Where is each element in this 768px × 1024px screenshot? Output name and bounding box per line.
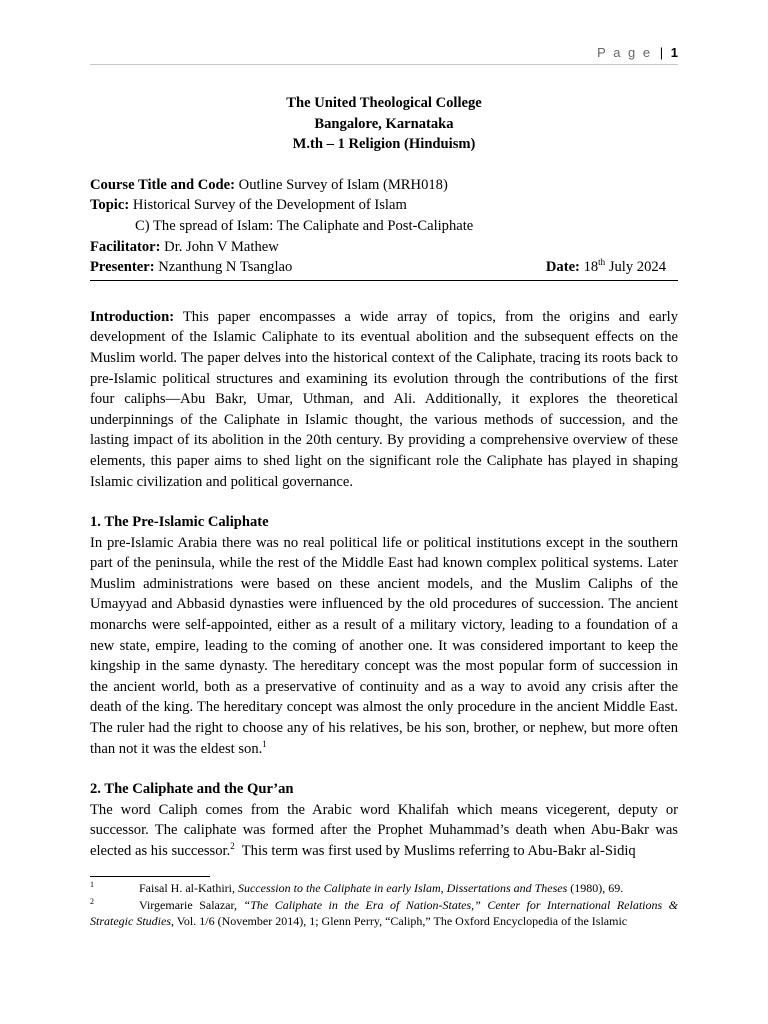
- section-2-paragraph: [90, 800, 678, 862]
- section-1-paragraph: [90, 533, 678, 760]
- facilitator-row: [90, 237, 678, 258]
- page-header: [597, 45, 678, 60]
- spacer: [90, 281, 678, 307]
- footnote-2-title: “The Caliphate in the Era of Nation-States,” Center for International Relations & Strategic Studies: [90, 897, 678, 928]
- document-body: [90, 93, 678, 862]
- footnote-2-mark: 2: [90, 896, 94, 906]
- page-number: 1: [670, 45, 678, 60]
- footnote-ref-1[interactable]: 1: [262, 738, 267, 749]
- footnote-ref-2[interactable]: 2: [230, 841, 235, 852]
- course-label: Course Title and Code:: [90, 176, 236, 193]
- footnote-1: [90, 880, 678, 897]
- date-label: Date:: [545, 259, 580, 276]
- footnote-2-author: Virgemarie Salazar,: [139, 897, 244, 912]
- college-name: The United Theological College: [286, 95, 482, 111]
- section-heading-1: 1. The Pre-Islamic Caliphate: [90, 514, 269, 531]
- introduction-paragraph: [90, 307, 678, 492]
- footnote-1-title: Succession to the Caliphate in early Islam, Dissertations and Theses: [237, 881, 568, 895]
- topic-row: [90, 195, 678, 216]
- presenter-label: Presenter:: [90, 259, 155, 276]
- section-2-text-b: This term was first used by Muslims referring to Abu-Bakr al-Sidiq: [234, 843, 636, 859]
- footnote-2: [90, 897, 678, 930]
- header-rule: [90, 64, 678, 65]
- topic-subtitle: C) The spread of Islam: The Caliphate and Post-Caliphate: [135, 217, 474, 234]
- course-value: Outline Survey of Islam (MRH018): [235, 176, 448, 193]
- footnote-separator: [90, 876, 210, 877]
- intro-text: This paper encompasses a wide array of topics, from the origins and early development of the Islamic Caliphate to its eventual abolition and the subsequent effects on the Muslim world. The paper delves into the historical context of the Caliphate, tracing its roots back to pre-Islamic political structures and examining its evolution through the contributions of the first four caliphs—Abu Bakr, Umar, Uthman, and Ali. Additionally, it explores the theoretical underpinnings of the Caliphate in Islamic thought, the various methods of succession, and the lasting impact of its abolition in the 20th century. By providing a comprehensive overview of these elements, this paper aims to shed light on the significant role the Caliphate has played in shaping Islamic civilization and political governance.: [90, 308, 678, 490]
- footnote-1-author: Faisal H. al-Kathiri,: [139, 881, 238, 895]
- date: [546, 257, 666, 278]
- footnotes: [90, 880, 678, 930]
- course-row: [90, 175, 678, 196]
- date-day: 18: [579, 259, 599, 276]
- date-suffix: th: [598, 257, 606, 268]
- footnote-1-details: (1980), 69.: [567, 881, 624, 895]
- topic-value: Historical Survey of the Development of Islam: [129, 197, 407, 214]
- program-name: M.th – 1 Religion (Hinduism): [292, 136, 476, 153]
- college-location: Bangalore, Karnataka: [314, 115, 454, 132]
- spacer: [90, 155, 678, 175]
- page-separator: |: [659, 45, 664, 60]
- facilitator-value: Dr. John V Mathew: [160, 238, 279, 255]
- topic-label: Topic:: [90, 197, 130, 214]
- date-rest: July 2024: [605, 259, 666, 276]
- presenter-value: Nzanthung N Tsanglao: [154, 259, 293, 276]
- footnote-1-mark: 1: [90, 880, 94, 889]
- facilitator-label: Facilitator:: [90, 238, 161, 255]
- spacer: [90, 759, 678, 779]
- section-2-text-a: The word Caliph comes from the Arabic word Khalifah which means vicegerent, deputy or successor. The caliphate was formed after the Prophet Muhammad’s death when Abu-Bakr was elected as his successor.: [90, 801, 678, 859]
- intro-label: Introduction:: [90, 308, 175, 325]
- section-1-text: In pre-Islamic Arabia there was no real political life or political institutions except in the southern part of the peninsula, while the rest of the Middle East had known complex political systems. Later Muslim administrations were based on these ancient models, and the Muslim Caliphs of the Umayyad and Abbasid dynasties were influenced by the old procedures of succession. The ancient monarchs were self-appointed, either as a result of a military victory, leading to a foundation of a new state, empire, leading to the coming of another one. It was considered important to keep the kingship in the same dynasty. The hereditary concept was the most popular form of succession in the ancient world, both as a preservative of continuity and as a way to avoid any crisis after the death of the king. The hereditary concept was almost the only procedure in the ancient Middle East. The ruler had the right to choose any of his relatives, be his son, brother, or nephew, but more often than not it was the eldest son.: [90, 534, 678, 757]
- presenter-row: [90, 257, 678, 278]
- page-label: P a g e: [597, 45, 653, 60]
- spacer: [90, 492, 678, 512]
- section-heading-2: 2. The Caliphate and the Qur’an: [90, 781, 294, 798]
- footnote-2-details: , Vol. 1/6 (November 2014), 1; Glenn Perry, “Caliph,” The Oxford Encyclopedia of the Islamic: [171, 914, 628, 928]
